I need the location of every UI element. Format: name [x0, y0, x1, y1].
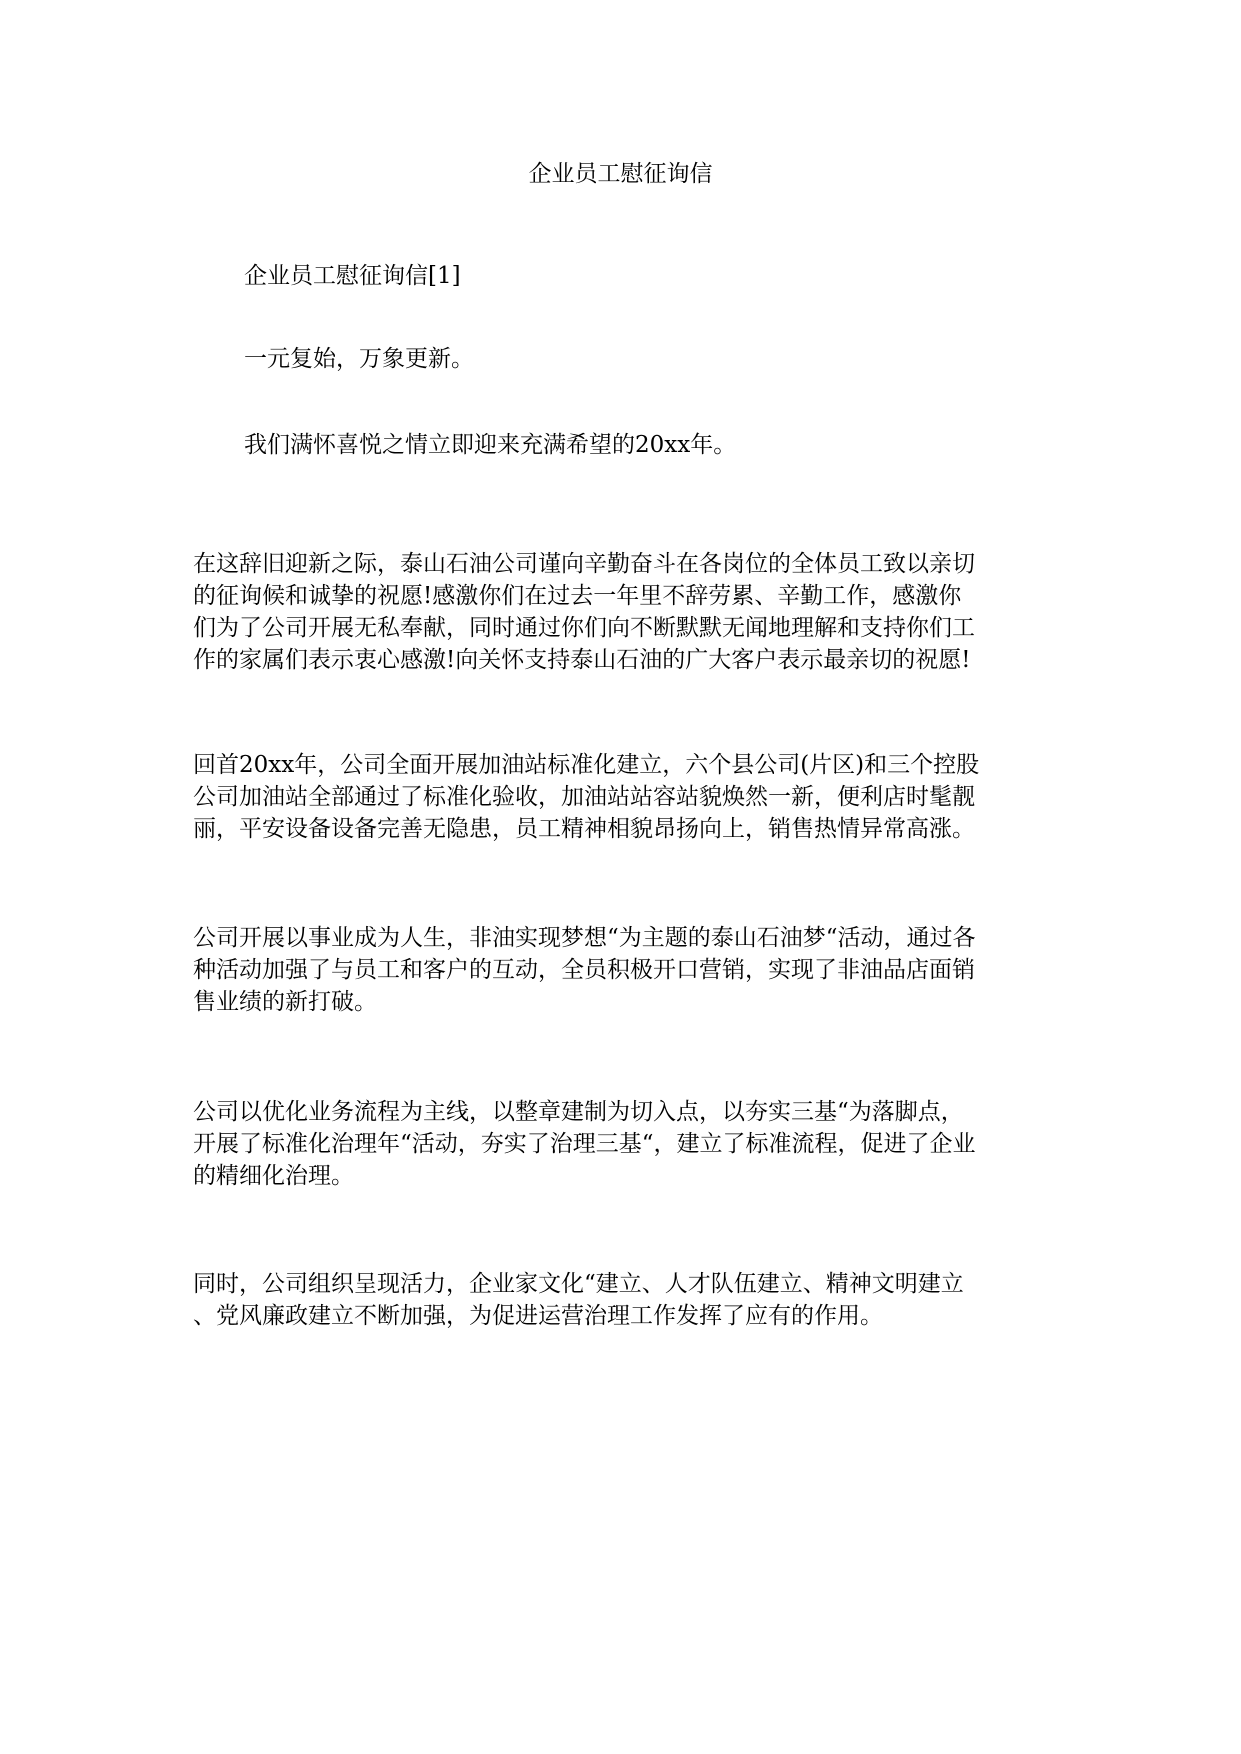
paragraph-line: 同时，公司组织呈现活力，企业家文化“建立、人才队伍建立、精神文明建立 [193, 1271, 964, 1297]
paragraph-line: 公司加油站全部通过了标准化验收，加油站站容站貌焕然一新，便利店时髦靓 [193, 784, 975, 810]
paragraph-line: 的精细化治理。 [193, 1163, 354, 1189]
paragraph-line: 开展了标准化治理年“活动，夯实了治理三基“，建立了标准流程，促进了企业 [193, 1131, 976, 1157]
paragraph-line: 丽，平安设备设备完善无隐患，员工精神相貌昂扬向上，销售热情异常高涨。 [193, 816, 975, 842]
paragraph-line: 种活动加强了与员工和客户的互动，全员积极开口营销，实现了非油品店面销 [193, 957, 975, 983]
paragraph-line: 作的家属们表示衷心感激!向关怀支持泰山石油的广大客户表示最亲切的祝愿! [193, 647, 971, 673]
paragraph-line: 公司开展以事业成为人生，非油实现梦想“为主题的泰山石油梦“活动，通过各 [193, 925, 976, 951]
intro-line: 我们满怀喜悦之情立即迎来充满希望的20xx年。 [244, 432, 737, 458]
paragraph-line: 售业绩的新打破。 [193, 989, 377, 1015]
paragraph-3 [193, 922, 1053, 1018]
greeting-line: 一元复始，万象更新。 [244, 346, 474, 372]
paragraph-line: 在这辞旧迎新之际，泰山石油公司谨向辛勤奋斗在各岗位的全体员工致以亲切 [193, 551, 975, 577]
paragraph-5 [193, 1268, 1053, 1332]
paragraph-line: 公司以优化业务流程为主线，以整章建制为切入点，以夯实三基“为落脚点， [193, 1099, 964, 1125]
paragraph-1 [193, 548, 1053, 676]
paragraph-line: 们为了公司开展无私奉献，同时通过你们向不断默默无闻地理解和支持你们工 [193, 615, 975, 641]
paragraph-line: 、党风廉政建立不断加强，为促进运营治理工作发挥了应有的作用。 [193, 1303, 883, 1329]
document-title: 企业员工慰征询信 [528, 161, 713, 187]
paragraph-line: 回首20xx年，公司全面开展加油站标准化建立，六个县公司(片区)和三个控股 [193, 752, 980, 778]
paragraph-line: 的征询候和诚挚的祝愿!感激你们在过去一年里不辞劳累、辛勤工作，感激你 [193, 583, 962, 609]
document-subtitle: 企业员工慰征询信[1] [244, 263, 461, 289]
paragraph-2 [193, 749, 1053, 845]
paragraph-4 [193, 1096, 1053, 1192]
